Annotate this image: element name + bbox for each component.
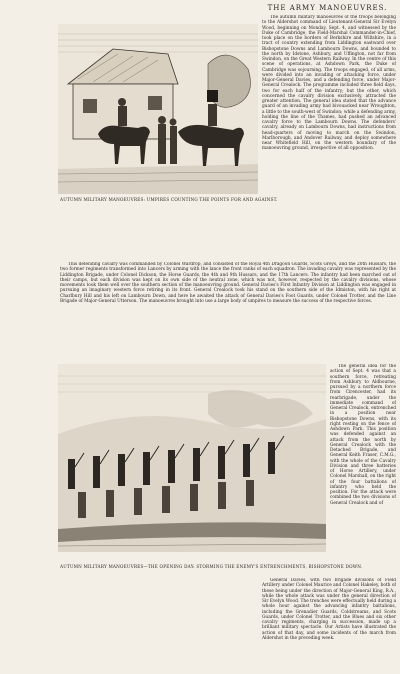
top-illustration-caption: AUTUMN MILITARY MANOEUVRES: UMPIRES COUNTING THE POINTS FOR AND AGAINST.	[60, 197, 278, 202]
article-column-bottom-right	[330, 364, 396, 574]
article-column-top-right	[262, 15, 396, 260]
article-column-middle	[60, 262, 396, 362]
storming-illustration	[58, 364, 326, 552]
article-paragraph: General Davies, with two brigade divisions of Field Artillery under Colonel Maurice and Colonel Hakeley, both of these being under the direction of Major-General King, R.A., while the whole attack was under the general direction of Sir Evelyn Wood. The trenches were effectually held during a whole hour against the advancing infantry battalions, including the Grenadier Guards, Coldstreams, and Scots Guards, under Colonel Trotter, and the Blues and six other cavalry regiments, charging in succession, made up a brilliant military spectacle. Our Artists have illustrated the action of that day, and some incidents of the march from Aldershot in the preceding week.	[262, 578, 396, 641]
umpires-illustration	[58, 24, 258, 194]
article-column-bottom-full	[262, 578, 396, 672]
bottom-illustration-caption: AUTUMN MILITARY MANOEUVRES—THE OPENING DAY: STORMING THE ENEMY'S ENTRENCHMENTS, BISHOPSTONE DOWN.	[60, 564, 363, 569]
article-paragraph: The autumn military manoeuvres of the troops belonging to the Aldershot command of Lieutenant-General Sir Evelyn Wood, beginning on Monday, Sept. 4, and witnessed by the Duke of Cambridge, the Field-Marshal Commander-in-Chief, took place on the borders of Berkshire and Wiltshire, in a tract of country extending from Liddington eastward over Bishopstone Downs and Lambourn Downs, and bounded to the north by Idstone, Ashbury, and Uffington, not far from Swindon, on the Great Western Railway. In the centre of this scene of operations, at Ashdown Park, the Duke of Cambridge was sojourning. The troops engaged, of all arms, were divided into an invading or attacking force, under Major-General Davies, and a defending force, under Major-General Crealock. The programme included three field days, two for each half of the infantry; but the other, which concerned the cavalry division exclusively, attracted the greater attention. The general idea stated that the advance guard of an invading army had bivouacked near Wroughton, a little to the south-west of Swindon; while a defending army, holding the line of the Thames, had pushed an advanced cavalry force to the Lambourn Downs. The defenders' cavalry, already on Lambourn Downs, had instructions from head-quarters of moving to march on the Swindon, Marlborough, and Andover Railway, and deploy somewhere near Whitefield Hill, on the western boundary of the manoeuvring ground, irrespective of all opposition.	[262, 15, 396, 152]
storming-engraving	[58, 364, 326, 552]
article-heading: THE ARMY MANOEUVRES.	[267, 4, 388, 12]
article-paragraph: The general idea for the action of Sept. 4 was that a southern force, retreating from Ashbury to Aldbourne, pursued by a northern force from Cirencester, had its rearbrigade, under the immediate command of General Crealock, entrenched in a position near Bishopstone Downs, with its right resting on the fence of Ashdown Park. This position was defended against an attack from the north by General Crealock with the Detached Brigade, and General Keith Fraser, C.M.G., with the whole of the Cavalry Division and three batteries of Horse Artillery, under Colonel Marshall, on the right of the four battalions of infantry who held the position. For the attack were combined the two divisions of General Crealock and of	[330, 364, 396, 506]
umpires-engraving	[58, 24, 258, 194]
article-paragraph: This defending cavalry was commanded by Colonel Wardrop, and consisted of the Royal 4th Dragoon Guards, Scots Greys, and the 20th Hussars, the two former regiments transformed into Lancers by arming with the lance the front ranks of each squadron. The invading cavalry was represented by the Liddington Brigade, under Colonel Dickson, the Horse Guards, the 4th and 9th Hussars, and the 17th Lancers. The infantry had been marched out of their camps, but each division was kept on its own side of the neutral zone, which was not, however, respected by the cavalry divisions, whose movements took them well over the southern section of the manoeuvring ground. General Davies's First Infantry Division at Liddington was engaged in pursuing an imaginary western force retiring in its front. General Crealock took his stand on the southern side of the Idmiston, with his right at Charlbury Hill and his left on Lambourn Down, and here he awaited the attack of General Davies's Foot Guards, under Colonel Trotter, and the Line Brigade of Major-General Utterson. The manoeuvres brought into use a large body of umpires to measure the success of the respective forces.	[60, 262, 396, 304]
